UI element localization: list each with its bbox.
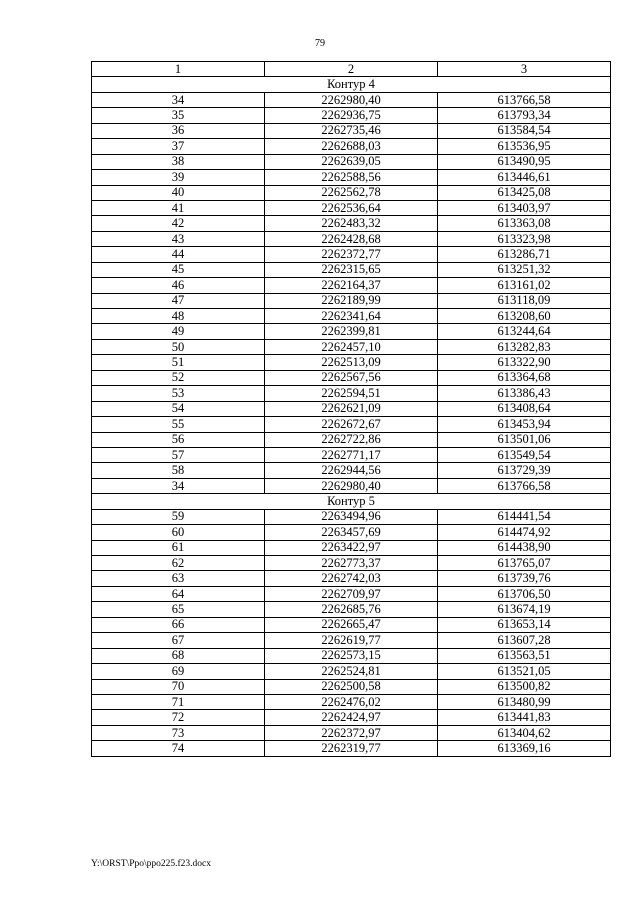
table-row: [92, 262, 611, 277]
coordinate-x: 2262771,17: [265, 447, 438, 462]
coordinate-y: 613480,99: [438, 694, 611, 709]
point-number: 43: [92, 231, 265, 246]
coordinate-y: 613251,32: [438, 262, 611, 277]
table-row: [92, 231, 611, 246]
table-row: [92, 123, 611, 138]
coordinate-x: 2262567,56: [265, 370, 438, 385]
coordinate-x: 2262536,64: [265, 200, 438, 215]
coordinate-y: 613408,64: [438, 401, 611, 416]
coordinate-y: 614438,90: [438, 540, 611, 555]
point-number: 41: [92, 200, 265, 215]
point-number: 38: [92, 154, 265, 169]
coordinate-y: 613453,94: [438, 417, 611, 432]
table-row: [92, 648, 611, 663]
section-title-row: [92, 77, 611, 92]
point-number: 46: [92, 278, 265, 293]
point-number: 34: [92, 92, 265, 107]
coordinate-x: 2262621,09: [265, 401, 438, 416]
coordinate-x: 2263457,69: [265, 525, 438, 540]
coordinate-y: 613490,95: [438, 154, 611, 169]
page-number: 79: [315, 38, 325, 49]
point-number: 50: [92, 339, 265, 354]
point-number: 74: [92, 741, 265, 756]
coordinate-y: 613793,34: [438, 108, 611, 123]
coordinate-y: 613536,95: [438, 139, 611, 154]
coordinate-y: 613425,08: [438, 185, 611, 200]
point-number: 40: [92, 185, 265, 200]
point-number: 72: [92, 710, 265, 725]
coordinate-y: 613118,09: [438, 293, 611, 308]
point-number: 47: [92, 293, 265, 308]
point-number: 67: [92, 633, 265, 648]
coordinate-y: 613500,82: [438, 679, 611, 694]
coordinate-x: 2262341,64: [265, 309, 438, 324]
coordinate-y: 613441,83: [438, 710, 611, 725]
point-number: 56: [92, 432, 265, 447]
footer-file-path: Y:\ORST\Ppo\ppo225.f23.docx: [91, 859, 211, 869]
table-row: [92, 586, 611, 601]
coordinate-y: 613706,50: [438, 586, 611, 601]
coordinate-x: 2262944,56: [265, 463, 438, 478]
table-row: [92, 355, 611, 370]
coordinate-x: 2262588,56: [265, 170, 438, 185]
coordinate-y: 613766,58: [438, 92, 611, 107]
coordinate-x: 2262372,97: [265, 725, 438, 740]
table-row: [92, 509, 611, 524]
coordinate-x: 2263422,97: [265, 540, 438, 555]
table-row: [92, 185, 611, 200]
table-row: [92, 694, 611, 709]
coordinate-x: 2262619,77: [265, 633, 438, 648]
table-row: [92, 478, 611, 493]
coordinate-x: 2262672,67: [265, 417, 438, 432]
point-number: 45: [92, 262, 265, 277]
point-number: 57: [92, 447, 265, 462]
point-number: 51: [92, 355, 265, 370]
point-number: 71: [92, 694, 265, 709]
table-row: [92, 154, 611, 169]
point-number: 73: [92, 725, 265, 740]
coordinate-x: 2262688,03: [265, 139, 438, 154]
coordinate-x: 2262524,81: [265, 664, 438, 679]
coordinate-y: 613363,08: [438, 216, 611, 231]
point-number: 48: [92, 309, 265, 324]
point-number: 44: [92, 247, 265, 262]
section-title: Контур 5: [92, 494, 611, 509]
column-header: 1: [92, 62, 265, 77]
coordinate-y: 614474,92: [438, 525, 611, 540]
table-row: [92, 309, 611, 324]
point-number: 63: [92, 571, 265, 586]
point-number: 62: [92, 556, 265, 571]
coordinate-y: 613364,68: [438, 370, 611, 385]
point-number: 52: [92, 370, 265, 385]
table-row: [92, 370, 611, 385]
point-number: 49: [92, 324, 265, 339]
table-row: [92, 571, 611, 586]
coordinate-y: 613766,58: [438, 478, 611, 493]
coordinate-y: 613446,61: [438, 170, 611, 185]
point-number: 54: [92, 401, 265, 416]
table-row: [92, 725, 611, 740]
table-row: [92, 633, 611, 648]
coordinate-y: 613208,60: [438, 309, 611, 324]
coordinate-y: 613404,62: [438, 725, 611, 740]
coordinate-y: 613369,16: [438, 741, 611, 756]
table-row: [92, 540, 611, 555]
table-row: [92, 741, 611, 756]
section-title: Контур 4: [92, 77, 611, 92]
table-row: [92, 401, 611, 416]
coordinate-x: 2262399,81: [265, 324, 438, 339]
coordinate-y: 613386,43: [438, 386, 611, 401]
table-row: [92, 617, 611, 632]
coordinates-table: [91, 61, 611, 757]
coordinate-x: 2262500,58: [265, 679, 438, 694]
point-number: 65: [92, 602, 265, 617]
coordinate-y: 614441,54: [438, 509, 611, 524]
table-row: [92, 200, 611, 215]
coordinate-x: 2262483,32: [265, 216, 438, 231]
coordinate-x: 2262709,97: [265, 586, 438, 601]
coordinate-x: 2262315,65: [265, 262, 438, 277]
coordinate-y: 613607,28: [438, 633, 611, 648]
table-row: [92, 92, 611, 107]
coordinate-x: 2262773,37: [265, 556, 438, 571]
point-number: 61: [92, 540, 265, 555]
section-title-row: [92, 494, 611, 509]
point-number: 37: [92, 139, 265, 154]
point-number: 39: [92, 170, 265, 185]
coordinate-y: 613584,54: [438, 123, 611, 138]
coordinate-x: 2262665,47: [265, 617, 438, 632]
coordinate-x: 2262742,03: [265, 571, 438, 586]
table-row: [92, 139, 611, 154]
table-row: [92, 324, 611, 339]
coordinate-y: 613501,06: [438, 432, 611, 447]
coordinate-x: 2262685,76: [265, 602, 438, 617]
table-row: [92, 525, 611, 540]
point-number: 42: [92, 216, 265, 231]
coordinate-y: 613403,97: [438, 200, 611, 215]
table-row: [92, 602, 611, 617]
coordinate-y: 613653,14: [438, 617, 611, 632]
table-row: [92, 339, 611, 354]
coordinate-y: 613282,83: [438, 339, 611, 354]
table-row: [92, 293, 611, 308]
point-number: 70: [92, 679, 265, 694]
coordinate-x: 2262424,97: [265, 710, 438, 725]
coordinate-y: 613674,19: [438, 602, 611, 617]
table-row: [92, 170, 611, 185]
table-row: [92, 710, 611, 725]
coordinate-y: 613563,51: [438, 648, 611, 663]
coordinate-x: 2262573,15: [265, 648, 438, 663]
table-row: [92, 278, 611, 293]
table-row: [92, 447, 611, 462]
coordinate-y: 613549,54: [438, 447, 611, 462]
table-row: [92, 108, 611, 123]
coordinate-x: 2262189,99: [265, 293, 438, 308]
column-header: 3: [438, 62, 611, 77]
coordinate-x: 2262594,51: [265, 386, 438, 401]
coordinate-x: 2262936,75: [265, 108, 438, 123]
table-header-row: [92, 62, 611, 77]
coordinate-x: 2263494,96: [265, 509, 438, 524]
point-number: 59: [92, 509, 265, 524]
coordinate-y: 613739,76: [438, 571, 611, 586]
coordinate-x: 2262372,77: [265, 247, 438, 262]
table-row: [92, 417, 611, 432]
point-number: 53: [92, 386, 265, 401]
coordinate-y: 613765,07: [438, 556, 611, 571]
table-row: [92, 386, 611, 401]
table-row: [92, 247, 611, 262]
coordinate-y: 613521,05: [438, 664, 611, 679]
point-number: 66: [92, 617, 265, 632]
point-number: 35: [92, 108, 265, 123]
coordinate-x: 2262428,68: [265, 231, 438, 246]
coordinate-x: 2262980,40: [265, 478, 438, 493]
column-header: 2: [265, 62, 438, 77]
point-number: 64: [92, 586, 265, 601]
coordinate-y: 613161,02: [438, 278, 611, 293]
coordinate-x: 2262735,46: [265, 123, 438, 138]
table-row: [92, 679, 611, 694]
point-number: 58: [92, 463, 265, 478]
coordinate-y: 613322,90: [438, 355, 611, 370]
coordinate-x: 2262562,78: [265, 185, 438, 200]
coordinate-y: 613286,71: [438, 247, 611, 262]
coordinate-x: 2262639,05: [265, 154, 438, 169]
coordinate-y: 613244,64: [438, 324, 611, 339]
coordinate-x: 2262319,77: [265, 741, 438, 756]
coordinate-y: 613729,39: [438, 463, 611, 478]
coordinate-x: 2262722,86: [265, 432, 438, 447]
table-row: [92, 463, 611, 478]
point-number: 55: [92, 417, 265, 432]
point-number: 69: [92, 664, 265, 679]
point-number: 36: [92, 123, 265, 138]
point-number: 60: [92, 525, 265, 540]
coordinate-x: 2262457,10: [265, 339, 438, 354]
table-row: [92, 216, 611, 231]
coordinate-x: 2262513,09: [265, 355, 438, 370]
coordinate-y: 613323,98: [438, 231, 611, 246]
point-number: 34: [92, 478, 265, 493]
table-row: [92, 432, 611, 447]
coordinate-x: 2262164,37: [265, 278, 438, 293]
point-number: 68: [92, 648, 265, 663]
coordinate-x: 2262476,02: [265, 694, 438, 709]
table-row: [92, 664, 611, 679]
table-row: [92, 556, 611, 571]
coordinate-x: 2262980,40: [265, 92, 438, 107]
